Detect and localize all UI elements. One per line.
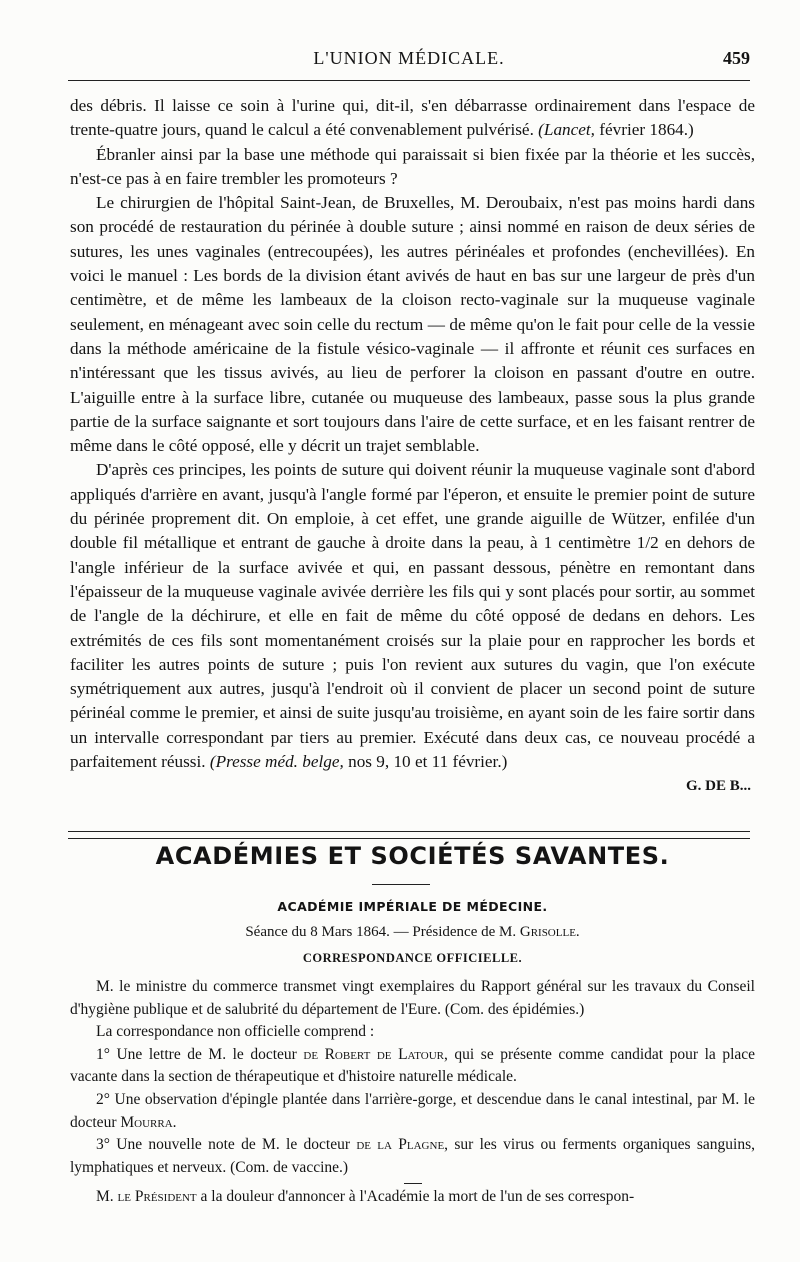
doctor-name: de Robert de Latour [303,1045,445,1063]
paragraph-text: D'après ces principes, les points de suture qui doivent réunir la muqueuse vaginale sont d'abord appliqués d'arrière en avant, jusqu'à l'angle formé par l'éperon, et ensuite le premier point de suture du périnée proprement dit. On emploie, à cet effet, une grande aiguille de Wützer, enfilée d'un double fil métallique et entrant de gauche à droite dans la peau, à 1 centimètre 1/2 en dehors de l'angle inférieur de la surface avivée et qui, en passant dessous, pénètre en remontant dans l'épaisseur de la muqueuse vaginale avivée derrière les fils qui y sont placés pour sortir, au sommet de l'angle de la déchirure, et elle en fait de même du côté opposé de dedans en dehors. Les extrémités de ces fils sont momentanément croisés sur la plaie pour en rapprocher les bords et faciliter les autres points de suture ; puis l'on revient aux sutures du vagin, que l'on exécute symétriquement aux autres, jusqu'à l'endroit où il convient de placer un second point de suture périnéal comme le premier, et ainsi de suite jusqu'au troisième, en ayant soin de les faire sortir dans un intervalle correspondant par tiers au premier. Exécuté dans deux cas, ce nouveau procédé a parfaitement réussi. [70,460,755,772]
item-text: a la douleur d'annoncer à l'Académie la mort de l'un de ses correspon- [196,1188,635,1206]
item-2 [70,1089,755,1134]
section-separator [68,831,750,839]
item-1 [70,1044,755,1089]
paragraph-non-officielle: La correspondance non officielle comprend : [96,1023,375,1041]
item-text: . [172,1113,177,1131]
session-date: Séance du 8 Mars 1864. — Présidence de M. [245,924,520,940]
paragraph-deroubaix: Le chirurgien de l'hôpital Saint-Jean, de Bruxelles, M. Deroubaix, n'est pas moins hardi dans son procédé de restauration du périnée à double suture ; ainsi nommé en raison de deux séries de sutures, les unes vaginales (entrecoupées), les autres périnéales et profondes (enchevillées). En voici le manuel : Les bords de la division étant avivés de haut en bas sur une largeur de près d'un centimètre, et de même les lambeaux de la cloison recto-vaginale sur la muqueuse vaginale seulement, en ménageant avec soin celle du rectum — de même qu'on le fait pour celle de la vessie dans la méthode américaine de la fistule vésico-vaginale — il affronte et réunit ces surfaces en n'intéressant que les tissus avivés, au lieu de perforer la cloison en passant d'outre en outre. L'aiguille entre à la surface libre, cutanée ou muqueuse des lambeaux, passe sous la plus grande partie de la surface saignante et sort toujours dans l'aire de cette surface, et en les faisant rentrer de même dans le côté opposé, elle y décrit un trajet semblable. [70,193,755,456]
paragraph-lancet [70,94,755,143]
short-rule [372,884,430,885]
running-title: L'UNION MÉDICALE. [313,48,505,68]
doctor-name: de la Plagne [356,1136,445,1154]
item-text: 2° Une observation d'épingle plantée dans l'arrière-gorge, et descendue dans le canal intestinal, par M. le docteur [70,1090,755,1131]
author-signature: G. DE B... [685,778,751,795]
section-title: ACADÉMIES ET SOCIÉTÉS SAVANTES. [155,842,670,870]
page-number: 459 [723,48,750,68]
item-text: , qui se présente comme candidat pour la place vacante dans la section de thérapeutique et d'histoire naturelle médicale. [70,1045,756,1086]
citation-presse: (Presse méd. belge, [209,752,344,772]
article-body [70,94,755,798]
paragraph-text: des débris. Il laisse ce soin à l'urine qui, dit-il, s'en débarrasse ordinairement dans l'espace de trente-quatre jours, quand le calcul a été convenablement pulvérisé. [70,96,755,140]
item-text: 1° Une lettre de M. le docteur [96,1045,304,1063]
paragraph-ministre: M. le ministre du commerce transmet vingt exemplaires du Rapport général sur les travaux du Conseil d'hygiène publique et de salubrité du département de l'Eure. (Com. des épidémies.) [70,978,755,1018]
item-3 [70,1134,755,1179]
session-line [70,924,755,941]
item-text: , sur les virus ou ferments organiques sanguins, lymphatiques et nerveux. (Com. de vaccine.) [70,1136,756,1176]
correspondence-heading: CORRESPONDANCE OFFICIELLE. [302,951,523,965]
page-header [68,48,750,78]
citation-numbers: nos 9, 10 et 11 février.) [343,752,508,772]
president-title: le Président [117,1188,197,1206]
academy-title: ACADÉMIE IMPÉRIALE DE MÉDECINE. [277,899,548,914]
session-end: . [575,924,580,940]
paragraph-president [70,1186,755,1209]
paragraph-ebranler: Ébranler ainsi par la base une méthode qui paraissait si bien fixée par la théorie et les succès, n'est-ce pas à en faire trembler les promoteurs ? [70,144,755,188]
item-text: M. [96,1188,118,1206]
paragraph-principes [70,458,755,774]
item-text: 3° Une nouvelle note de M. le docteur [96,1136,357,1154]
correspondence-body [70,976,755,1209]
citation-date: février 1864.) [594,120,694,140]
doctor-name: Mourra [120,1113,173,1131]
citation-lancet: (Lancet, [538,120,595,140]
president-name: Grisolle [519,924,576,940]
tiny-rule [404,1183,422,1184]
header-rule [68,80,750,81]
